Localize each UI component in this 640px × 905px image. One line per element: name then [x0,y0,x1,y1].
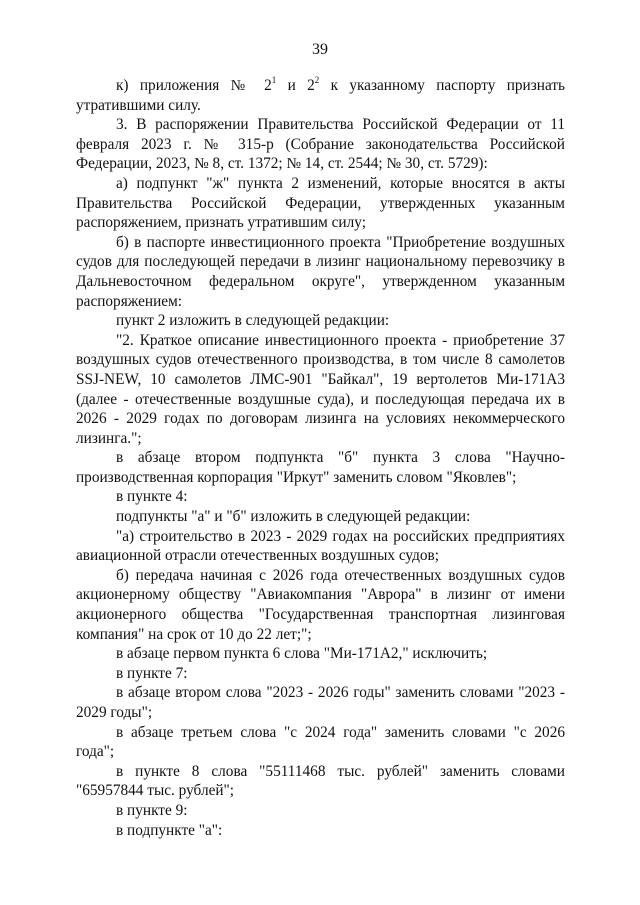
paragraph: "а) строительство в 2023 - 2029 годах на российских предприятиях авиационной отрасли отечественных воздушных судов; [76,527,565,565]
paragraph: в пункте 8 слова "55111468 тыс. рублей" заменить словами "65957844 тыс. рублей"; [76,762,565,800]
paragraph: пункт 2 изложить в следующей редакции: [116,312,390,330]
paragraph: в пункте 4: [116,488,188,506]
item-k-text-3: к указанному паспорту признать утратившими силу. [76,77,566,114]
item-k-text-2: и 2 [276,77,315,94]
item-k-sup-1: 1 [271,75,277,85]
item-k-text-1: к) приложения № 2 [116,77,272,94]
paragraph: подпункты "а" и "б" изложить в следующей редакции: [116,508,471,526]
document-body [76,76,565,840]
paragraph: в пункте 7: [116,664,188,682]
paragraph: в абзаце третьем слова "с 2024 года" заменить словами "с 2026 года"; [76,723,565,761]
paragraph: 3. В распоряжении Правительства Российской Федерации от 11 февраля 2023 г. № 315-р (Собрание законодательства Российской Федерации, 2023, № 8, ст. 1372; № 14, ст. 2544; № 30, ст. 5729): [76,116,565,173]
paragraph: в абзаце втором подпункта "б" пункта 3 слова "Научно-производственная корпорация "Иркут" заменить словом "Яковлев"; [76,449,565,486]
page-number: 39 [312,41,328,58]
item-k-sup-2: 2 [314,75,320,85]
paragraph: в пункте 9: [116,801,188,819]
paragraph: "2. Краткое описание инвестиционного проекта - приобретение 37 воздушных судов отечественного производства, в том числе 8 самолетов SSJ-NEW, 10 самолетов ЛМС-901 "Байкал", 19 вертолетов Ми-171А3 (далее - отечественные воздушные суда), и последующая передача их в 2026 - 2029 годах по договорам лизинга на условиях некоммерческого лизинга."; [76,331,565,447]
paragraph: в подпункте "а": [116,821,223,839]
paragraph: в абзаце втором слова "2023 - 2026 годы" заменить словами "2023 - 2029 годы"; [76,684,565,721]
paragraph: в абзаце первом пункта 6 слова "Ми-171А2," исключить; [116,645,488,663]
paragraph: а) подпункт "ж" пункта 2 изменений, которые вносятся в акты Правительства Российской Федерации, утвержденных указанным распоряжением, признать утратившим силу; [76,174,565,232]
paragraph: б) передача начиная с 2026 года отечественных воздушных судов акционерному обществу "Авиакомпания "Аврора" в лизинг от имени акционерного общества "Государственная транспортная лизинговая компания" на срок от 10 до 22 лет;"; [76,566,565,643]
paragraph-item-k [76,76,565,115]
paragraph: б) в паспорте инвестиционного проекта "Приобретение воздушных судов для последующей передачи в лизинг национальному перевозчику в Дальневосточном федеральном округе", утвержденном указанным распоряжением: [76,233,565,310]
